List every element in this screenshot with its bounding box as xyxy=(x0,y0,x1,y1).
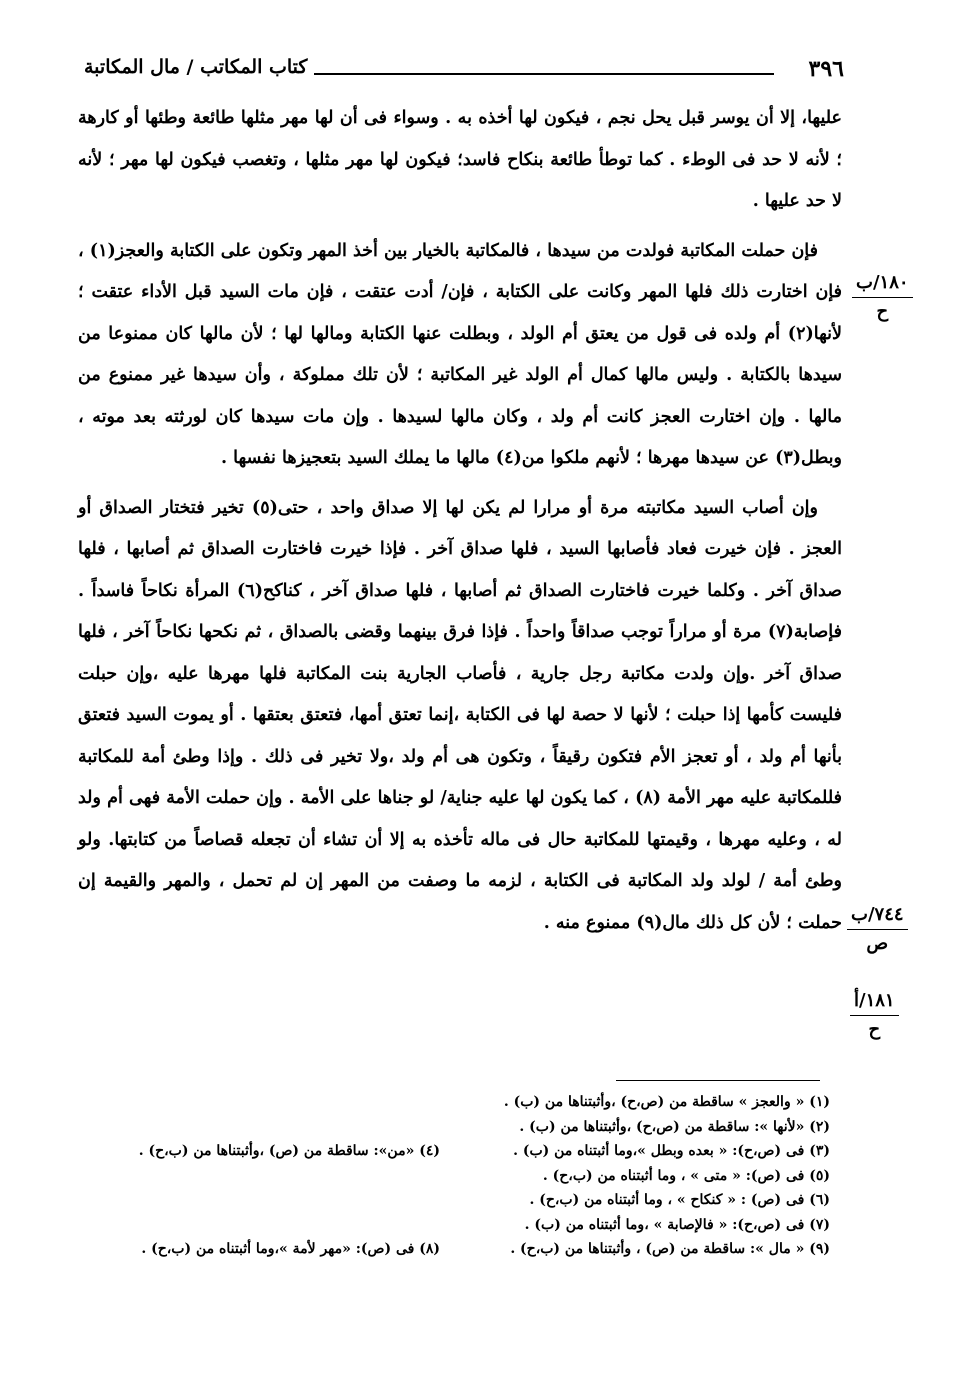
folio-ref: ١٨٠/ب xyxy=(852,272,913,298)
footnote: (٩) « مال »: ساقطة من (ص) ، وأثبتناها من (ب،ح) . xyxy=(510,1241,830,1257)
margin-folio-note xyxy=(850,990,899,1041)
page-header xyxy=(84,56,844,90)
footnotes xyxy=(70,1090,830,1290)
footnote-rule xyxy=(616,1080,820,1081)
manuscript-siglum: ح xyxy=(868,1019,881,1040)
page-number: ٣٩٦ xyxy=(808,56,844,82)
footnote: (٤) «من»: ساقطة من (ص) ،وأثبتناها من (ب،ح) . xyxy=(138,1143,440,1159)
margin-folio-note xyxy=(847,904,908,955)
footnote: (٧) فى (ص،ح): « فالإصابة » ،وما أثبتناه من (ب) . xyxy=(524,1216,830,1233)
footnote: (٣) فى (ص،ح): « بعده وبطل »،وما أثبتناه من (ب) . xyxy=(513,1143,830,1159)
running-title: كتاب المكاتب / مال المكاتبة xyxy=(84,56,308,78)
footnote: (٢) «لأنها »: ساقطة من (ص،ح) ،وأثبتناها من (ب) . xyxy=(519,1118,830,1135)
paragraph: وإن أصاب السيد مكاتبته مرة أو مرارا لم يكن لها إلا صداق واحد ، حتى(٥) تخير فتختار الصداق أو العجز . فإن خيرت فعاد فأصابها السيد ، فلها صداق آخر . فإذا خيرت فاختارت الصداق ثم أصابها ، فلها صداق آخر . وكلما خيرت فاختارت الصداق ثم أصابها ، فلها صداق آخر ، كناكح(٦) المرأة نكاحاً فاسداً . فإصابة(٧) مرة أو مراراً توجب صداقاً واحداً . فإذا فرق بينهما وقضى بالصداق ، ثم نكحها نكاحاً آخر ، فلها صداق آخر .وإن ولدت مكاتبة رجل جارية ، فأصاب الجارية بنت المكاتبة فلها مهرها عليه ،وإن حبلت فليست كأمها إذا حبلت ؛ لأنها لا حصة لها فى الكتابة ،إنما تعتق أمها، فتعتق بعتقها . أو يموت السيد فتعتق بأنها أم ولد ، أو تعجز الأم فتكون رقيقاً ، وتكون هى أم ولد ،ولا تخير فى ذلك . وإذا وطئ أمة للمكاتبة فللمكاتبة عليه مهر الأمة (٨) ، كما يكون لها عليه جناية/ لو جناها على الأمة . وإن حملت الأمة فهى أم ولد له ، وعليه مهرها ، وقيمتها للمكاتبة حال فى ماله تأخذه به إلا أن تشاء أن تجعله قصاصاً من كتابتها. ولو وطئ أمة / لولد ولد المكاتبة فى الكتابة ، لزمه ما وصفت من المهر إن لم تحمل ، والمهر والقيمة إن حملت ؛ لأن كل ذلك مال(٩) ممنوع منه . xyxy=(78,497,842,933)
manuscript-siglum: ص xyxy=(866,933,889,954)
paragraph: عليها، إلا أن يوسر قبل يحل نجم ، فيكون لها أخذه به . وسواء فى أن لها مهر مثلها طائعة وطئها أو كارهة ؛ لأنه لا حد فى الوطء . كما توطأ طائعة بنكاح فاسد؛ فيكون لها مهر مثلها ، وتغصب فيكون لها مهر ؛ لأنه لا حد عليها . xyxy=(78,108,842,211)
footnotes-left-column xyxy=(70,1090,440,1261)
folio-ref: ٧٤٤/ب xyxy=(847,904,908,930)
footnote: (٦) فى (ص) : « كنكاح » ، وما أثبتناه من (ب،ح) . xyxy=(529,1192,830,1208)
paragraph: فإن حملت المكاتبة فولدت من سيدها ، فالمكاتبة بالخيار بين أخذ المهر وتكون على الكتابة والعجز(١) ، فإن اختارت ذلك فلها المهر وكانت على الكتابة ، فإن/ أدت عتقت ، فإن مات السيد قبل الأداء عتقت ؛ لأنها(٢) أم ولده فى قول من يعتق أم الولد ، وبطلت عنها الكتابة ومالها لها ؛ لأن مالها كان ممنوعا من سيدها بالكتابة . وليس مالها كمال أم الولد غير المكاتبة ؛ لأن تلك مملوكة ، وأن سيدها غير ممنوع من مالها . وإن اختارت العجز كانت أم ولد ، وكان مالها لسيدها . وإن مات سيدها كان لورثته بعد موته ، وبطل(٣) عن سيدها مهرها ؛ لأنهم ملكوا من(٤) مالها ما يملك السيد بتعجيزها نفسها . xyxy=(78,240,842,468)
footnotes-right-column xyxy=(460,1090,830,1262)
footnote: (٥) فى (ص): « متى » ، وما أثبتناه من (ب،ح) . xyxy=(542,1167,830,1184)
footnote: (١) « والعجز » ساقطة من (ص،ح) ،وأثبتناها من (ب) . xyxy=(503,1094,830,1110)
main-text xyxy=(78,98,842,952)
folio-ref: ١٨١/أ xyxy=(850,990,899,1016)
header-rule xyxy=(314,73,774,75)
footnote: (٨) فى (ص): «مهر لأمة »،وما أثبتناه من (ب،ح) . xyxy=(141,1240,440,1257)
margin-folio-note xyxy=(852,272,913,323)
manuscript-siglum: ح xyxy=(876,301,889,322)
